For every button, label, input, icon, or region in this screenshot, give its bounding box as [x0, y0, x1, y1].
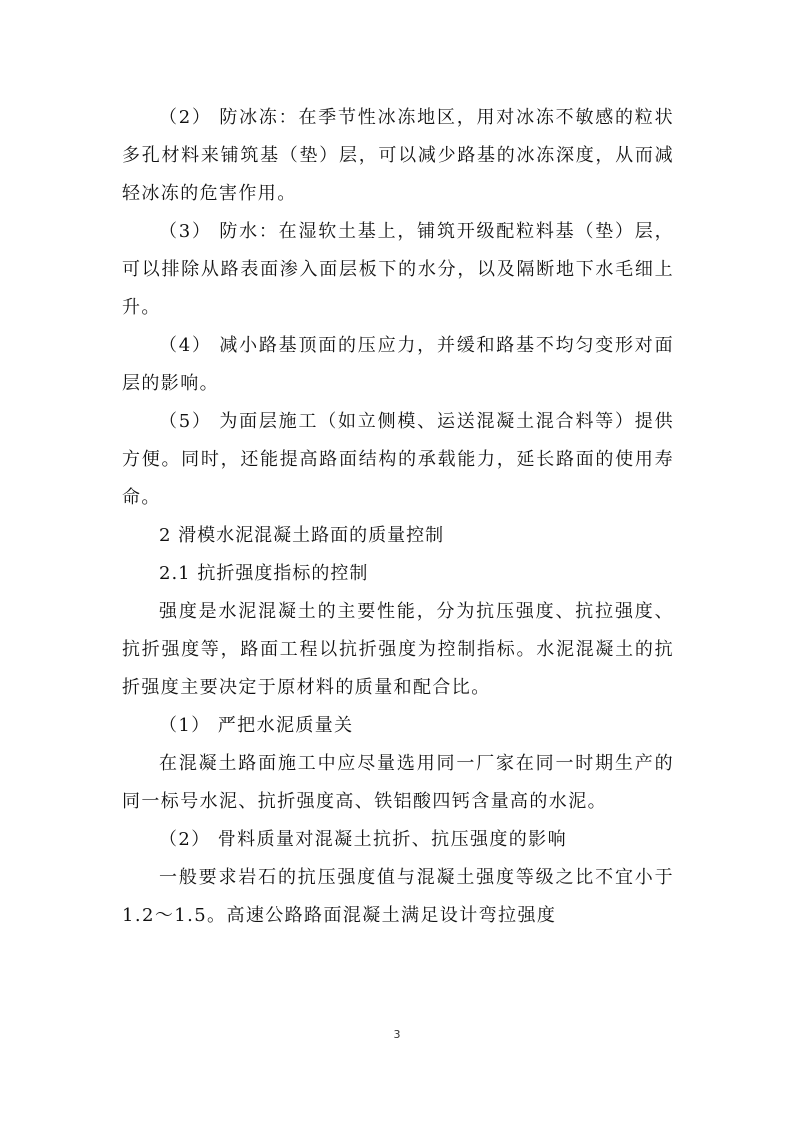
paragraph-stress-reduction: （4） 减小路基顶面的压应力，并缓和路基不均匀变形对面层的影响。: [122, 335, 674, 394]
section-heading: 2 滑模水泥混凝土路面的质量控制: [159, 525, 445, 546]
paragraph-frost-protection: （2） 防冰冻：在季节性冰冻地区，用对冰冻不敏感的粒状多孔材料来铺筑基（垫）层，可以减少路基的冰冻深度，从而减轻冰冻的危害作用。: [122, 107, 674, 204]
subsection-heading: 2.1 抗折强度指标的控制: [159, 563, 369, 584]
paragraph-cement-selection: 在混凝土路面施工中应尽量选用同一厂家在同一时期生产的同一标号水泥、抗折强度高、铁铝酸四钙含量高的水泥。: [122, 753, 674, 812]
paragraph-cement-quality-title: （1） 严把水泥质量关: [159, 715, 354, 736]
paragraph-waterproofing: （3） 防水：在湿软土基上，铺筑开级配粒料基（垫）层，可以排除从路表面渗入面层板下的水分，以及隔断地下水毛细上升。: [122, 221, 674, 318]
paragraph-aggregate-quality-title: （2） 骨料质量对混凝土抗折、抗压强度的影响: [159, 829, 567, 850]
paragraph-construction-convenience: （5） 为面层施工（如立侧模、运送混凝土混合料等）提供方便。同时，还能提高路面结构的承载能力，延长路面的使用寿命。: [122, 411, 674, 508]
paragraph-aggregate-requirements: 一般要求岩石的抗压强度值与混凝土强度等级之比不宜小于 1.2～1.5。高速公路路面混凝土满足设计弯拉强度: [122, 867, 674, 926]
paragraph-strength-intro: 强度是水泥混凝土的主要性能，分为抗压强度、抗拉强度、抗折强度等，路面工程以抗折强度为控制指标。水泥混凝土的抗折强度主要决定于原材料的质量和配合比。: [122, 601, 674, 698]
document-body: [122, 99, 674, 935]
page-number: 3: [393, 1028, 401, 1041]
